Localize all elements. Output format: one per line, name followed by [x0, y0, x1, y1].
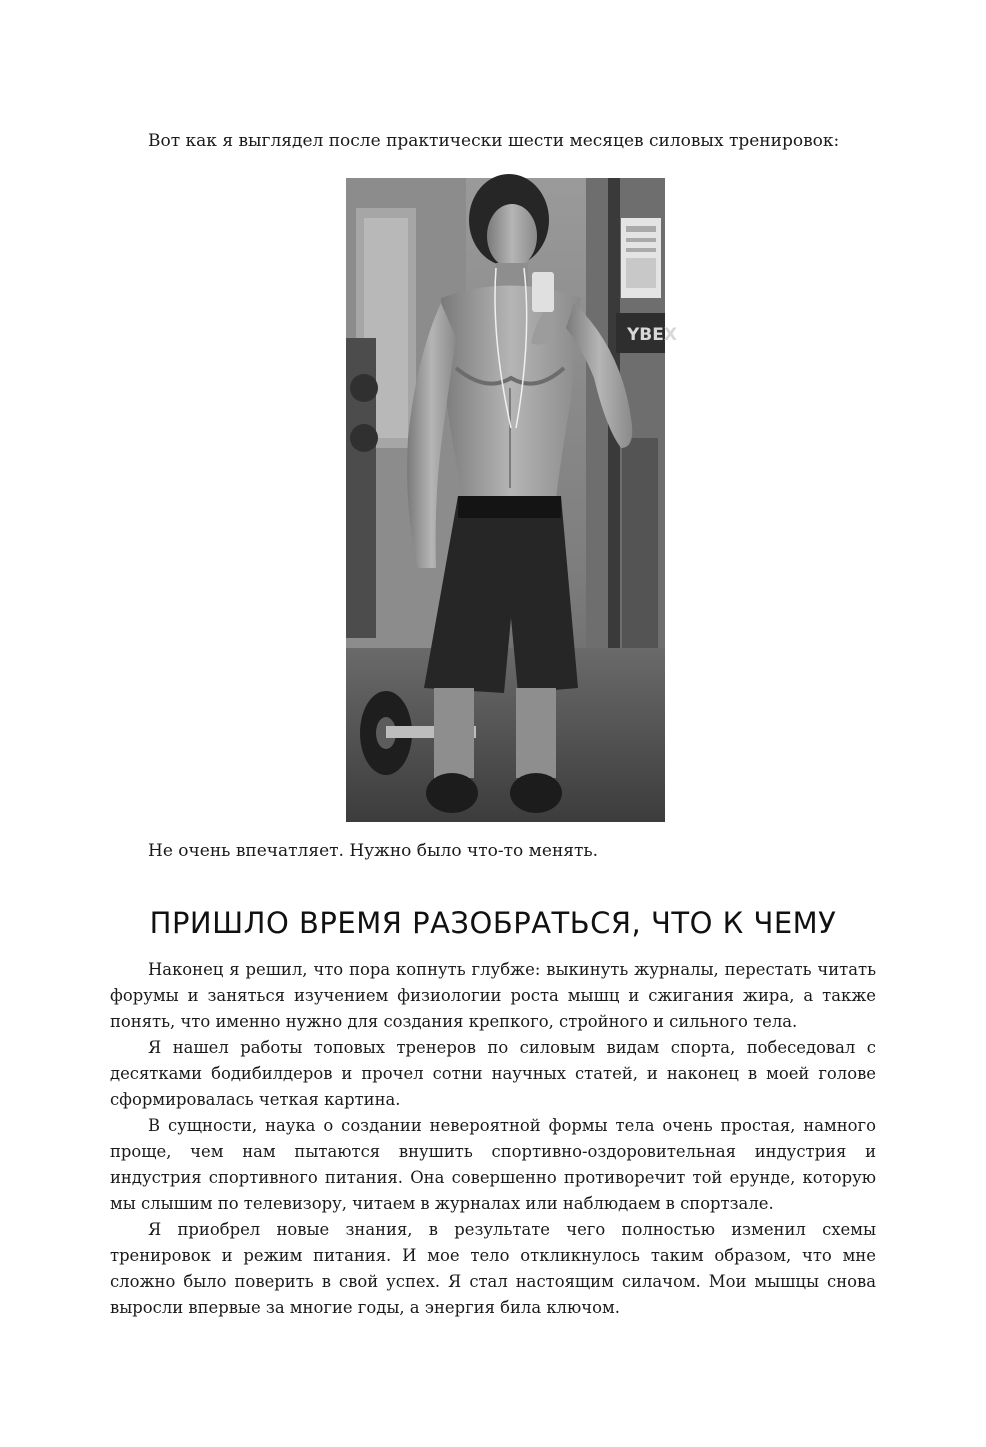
paragraph: Я нашел работы топовых тренеров по силовым видам спорта, побеседовал с десятками бодибилдеров и прочел сотни научных статей, и наконец в моей голове сформировалась четкая картина.: [110, 1038, 876, 1109]
photo-caption: Не очень впечатляет. Нужно было что-то менять.: [148, 841, 599, 861]
intro-text: Вот как я выглядел после практически шести месяцев силовых тренировок:: [148, 131, 840, 151]
paragraph: Я приобрел новые знания, в результате чего полностью изменил схемы тренировок и режим питания. И мое тело откликнулось таким образом, что мне сложно было поверить в свой успех. Я стал настоящим силачом. Мои мышцы снова выросли впервые за многие годы, а энергия била ключом.: [110, 1220, 876, 1317]
paragraph: В сущности, наука о создании невероятной формы тела очень простая, намного проще, чем нам пытаются внушить спортивно-оздоровительная индустрия и индустрия спортивного питания. Она совершенно противоречит той ерунде, которую мы слышим по телевизору, читаем в журналах или наблюдаем в спортзале.: [110, 1116, 876, 1213]
gym-selfie-photo: [346, 178, 677, 822]
body-text: [110, 957, 876, 1321]
wall-sign-text: YBEX: [627, 325, 677, 345]
section-heading: ПРИШЛО ВРЕМЯ РАЗОБРАТЬСЯ, ЧТО К ЧЕМУ: [149, 906, 837, 940]
paragraph: Наконец я решил, что пора копнуть глубже: выкинуть журналы, перестать читать форумы и заняться изучением физиологии роста мышц и сжигания жира, а также понять, что именно нужно для создания крепкого, стройного и сильного тела.: [110, 960, 876, 1031]
